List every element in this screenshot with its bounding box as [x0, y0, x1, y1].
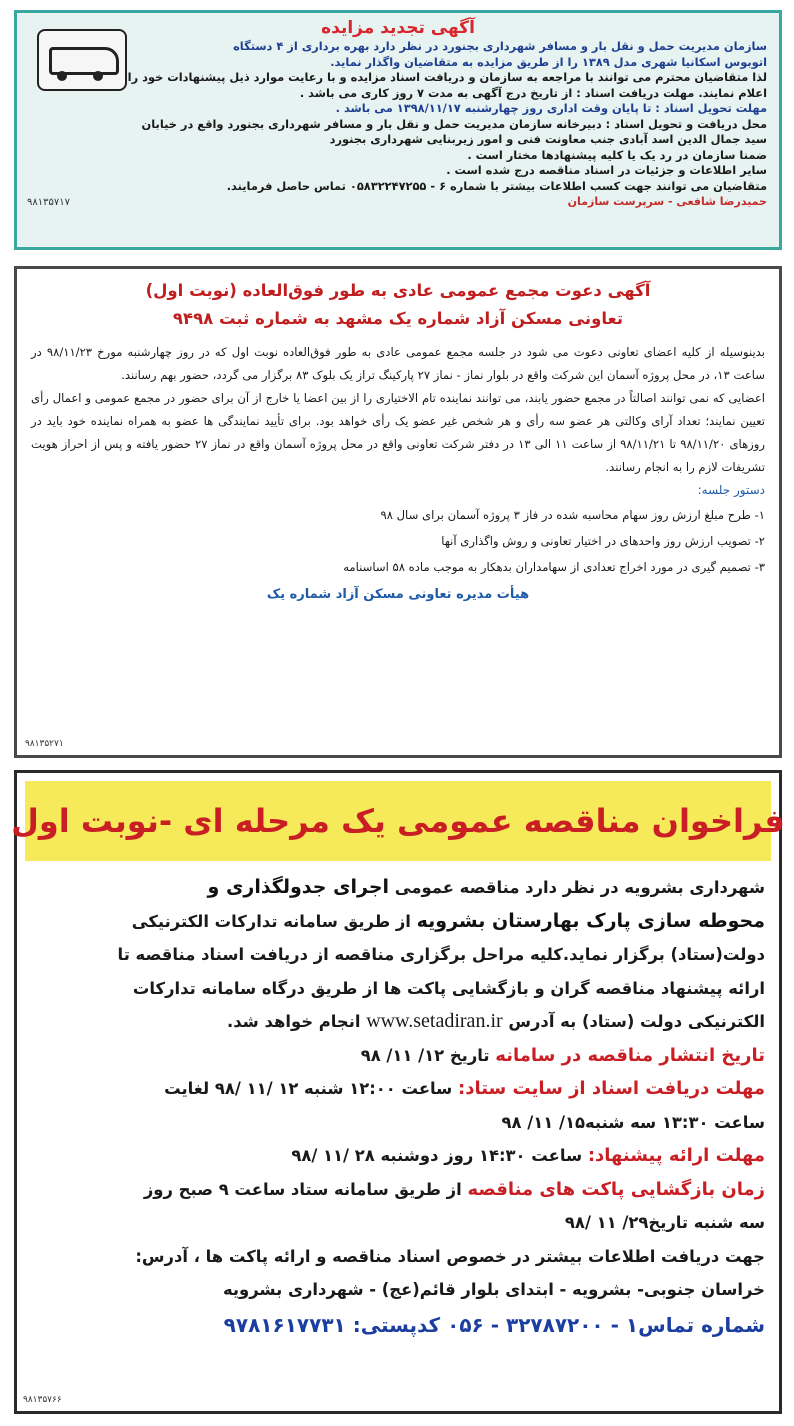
auction-line: اعلام نمایند. مهلت دریافت اسناد : از تاریخ درج آگهی به مدت ۷ روز کاری می باشد . — [299, 85, 767, 100]
tender-line — [31, 1072, 765, 1106]
tender-text: الکترنیکی دولت (ستاد) به آدرس — [508, 1012, 765, 1031]
docs-deadline-label: مهلت دریافت اسناد از سایت ستاد: — [458, 1078, 765, 1099]
tender-line: ارائه پیشنهاد مناقصه گران و بازگشایی پاکت ها از طریق درگاه سامانه تدارکات — [132, 978, 765, 998]
auction-line: متقاضیان می توانند جهت کسب اطلاعات بیشتر با شماره ۶ - ۰۵۸۳۲۲۴۷۲۵۵ تماس حاصل فرمایند. — [226, 178, 767, 193]
docs-deadline: ساعت ۱۲:۰۰ شنبه ۱۲ /۱۱ /۹۸ لغایت — [164, 1079, 453, 1098]
auction-line: ضمنا سازمان در رد یک یا کلیه پیشنهادها مختار است . — [467, 147, 767, 162]
tender-line: خراسان جنوبی- بشرویه - ابتدای بلوار قائم(عج) - شهرداری بشرویه — [222, 1280, 765, 1299]
project-name: اجرای جدولگذاری و — [207, 876, 390, 898]
bus-logo-icon — [37, 29, 127, 91]
agenda-item: ۳- تصمیم گیری در مورد اخراج تعدادی از سهامداران بدهکار به موجب ماده ۵۸ اساسنامه — [343, 560, 765, 574]
auction-line: سایر اطلاعات و جزئیات در اسناد مناقصه درج شده است . — [446, 163, 767, 177]
ad-code: ۹۸۱۳۵۲۷۱ — [25, 739, 64, 749]
board-signature: هیأت مدیره تعاونی مسکن آزاد شماره یک — [266, 587, 530, 602]
auction-title: آگهی تجدید مزایده — [321, 18, 475, 38]
agenda-item: ۱- طرح مبلغ ارزش روز سهام محاسبه شده در فاز ۳ پروژه آسمان برای سال ۹۸ — [380, 508, 765, 522]
opening-time: از طریق سامانه ستاد ساعت ۹ صبح روز — [143, 1179, 462, 1199]
tender-text: شهرداری بشرویه در نظر دارد مناقصه عمومی — [394, 878, 765, 897]
assembly-title: آگهی دعوت مجمع عمومی عادی به طور فوق‌العاده (نوبت اول) — [145, 281, 651, 300]
tender-line — [31, 1173, 765, 1207]
auction-line: مهلت تحویل اسناد : تا پایان وقت اداری روز چهارشنبه ۱۳۹۸/۱۱/۱۷ می باشد . — [335, 101, 767, 115]
auction-line: اتوبوس اسکانیا شهری مدل ۱۳۸۹ را از طریق مزایده به متقاضیان واگذار نماید. — [330, 54, 767, 69]
setad-url: www.setadiran.ir — [366, 1010, 503, 1032]
tender-body — [17, 861, 779, 1343]
tender-text: انجام خواهد شد. — [226, 1012, 361, 1031]
opening-time-label: زمان بازگشایی پاکت های مناقصه — [467, 1178, 765, 1200]
auction-line: محل دریافت و تحویل اسناد : دبیرخانه سازمان مدیریت حمل و نقل بار و مسافر شهرداری بجنورد واقع در خیابان — [141, 116, 767, 131]
ad-code: ۹۸۱۳۵۷۱۷ — [27, 197, 70, 208]
publish-date-label: تاریخ انتشار مناقصه در سامانه — [495, 1044, 765, 1066]
assembly-subtitle: تعاونی مسکن آزاد شماره یک مشهد به شماره ثبت ۹۴۹۸ — [172, 309, 624, 328]
project-name: محوطه سازی پارک بهارستان بشرویه — [416, 909, 765, 932]
bid-deadline: ساعت ۱۴:۳۰ روز دوشنبه ۲۸ /۱۱ /۹۸ — [291, 1146, 583, 1165]
auction-line: لذا متقاضیان محترم می توانند با مراجعه به سازمان و دریافت اسناد مزایده و با رعایت موارد ذیل پیشنهادات خود را — [127, 70, 767, 84]
assembly-notice — [14, 266, 782, 758]
auction-signature: حمیدرضا شافعی - سرپرست سازمان — [567, 195, 767, 208]
tender-title: فراخوان مناقصه عمومی یک مرحله ای -نوبت اول — [11, 802, 785, 840]
auction-notice — [14, 10, 782, 250]
tender-notice — [11, 770, 785, 1414]
tender-line — [31, 905, 765, 939]
ad-code: ۹۸۱۳۵۷۶۶ — [23, 1395, 62, 1405]
contact-line: شماره تماس۱ - ۳۲۷۸۷۲۰۰ - ۰۵۶ کدپستی: ۹۷۸۱۶۱۷۷۳۱ — [223, 1312, 765, 1337]
tender-text: از طریق سامانه تدارکات الکترنیکی — [131, 911, 411, 931]
auction-line: سازمان مدیریت حمل و نقل بار و مسافر شهرداری بجنورد در نظر دارد بهره برداری از ۴ دستگاه — [233, 39, 767, 53]
agenda-title: دستور جلسه: — [697, 483, 765, 497]
tender-line: سه شنبه تاریخ۲۹/ ۱۱ /۹۸ — [564, 1213, 765, 1232]
publish-date: تاریخ ۱۲/ ۱۱/ ۹۸ — [360, 1045, 490, 1065]
tender-line: دولت(ستاد) برگزار نماید.کلیه مراحل برگزاری مناقصه از دریافت اسناد مناقصه تا — [117, 945, 765, 964]
tender-line: جهت دریافت اطلاعات بیشتر در خصوص اسناد مناقصه و ارائه پاکت ها ، آدرس: — [135, 1246, 765, 1266]
tender-line — [31, 871, 765, 905]
tender-banner — [11, 781, 785, 861]
assembly-paragraph: بدینوسیله از کلیه اعضای تعاونی دعوت می شود در جلسه مجمع عمومی عادی به طور فوق‌العاده نوبت اول که در روز چهارشنبه مورخ ۹۸/۱۱/۲۳ در ساعت ۱۳، در محل پروژه آسمان این شرکت واقع در بلوار نماز - نماز ۲۷ پارکینگ تراز یک بلوک ۸۳ برگزار می گردد، حضور بهم رسانند. — [31, 345, 765, 382]
agenda-item: ۲- تصویب ارزش روز واحدهای در اختیار تعاونی و روش واگذاری آنها — [441, 534, 765, 548]
tender-line — [31, 1139, 765, 1173]
tender-line — [31, 1005, 765, 1039]
tender-line: ساعت ۱۳:۳۰ سه شنبه۱۵/ ۱۱/ ۹۸ — [501, 1112, 765, 1132]
auction-line: سید جمال الدین اسد آبادی جنب معاونت فنی و امور زیربنایی شهرداری بجنورد — [329, 132, 767, 146]
bid-deadline-label: مهلت ارائه پیشنهاد: — [587, 1145, 765, 1166]
assembly-paragraph: اعضایی که نمی توانند اصالتاً در مجمع حضور یابند، می توانند نماینده تام الاختیاری را از بین اعضا یا خارج از آن برای حضور در مجمع عمومی و اعمال رأی تعیین نمایند؛ تعداد آرای وکالتی هر عضو سه رأی و هر شخص غیر عضو یک رأی خواهد بود. برای تأیید نمایندگی ها عضو به همراه نماینده خود باید در روزهای ۹۸/۱۱/۲۰ تا ۹۸/۱۱/۲۱ از ساعت ۱۱ الی ۱۳ در دفتر شرکت تعاونی واقع در محل پروژه آسمان واقع در نماز ۲۷ حضور یافته و پس از احراز هویت تشریفات لازم را به انجام رسانند. — [31, 391, 765, 474]
tender-line — [31, 1039, 765, 1073]
